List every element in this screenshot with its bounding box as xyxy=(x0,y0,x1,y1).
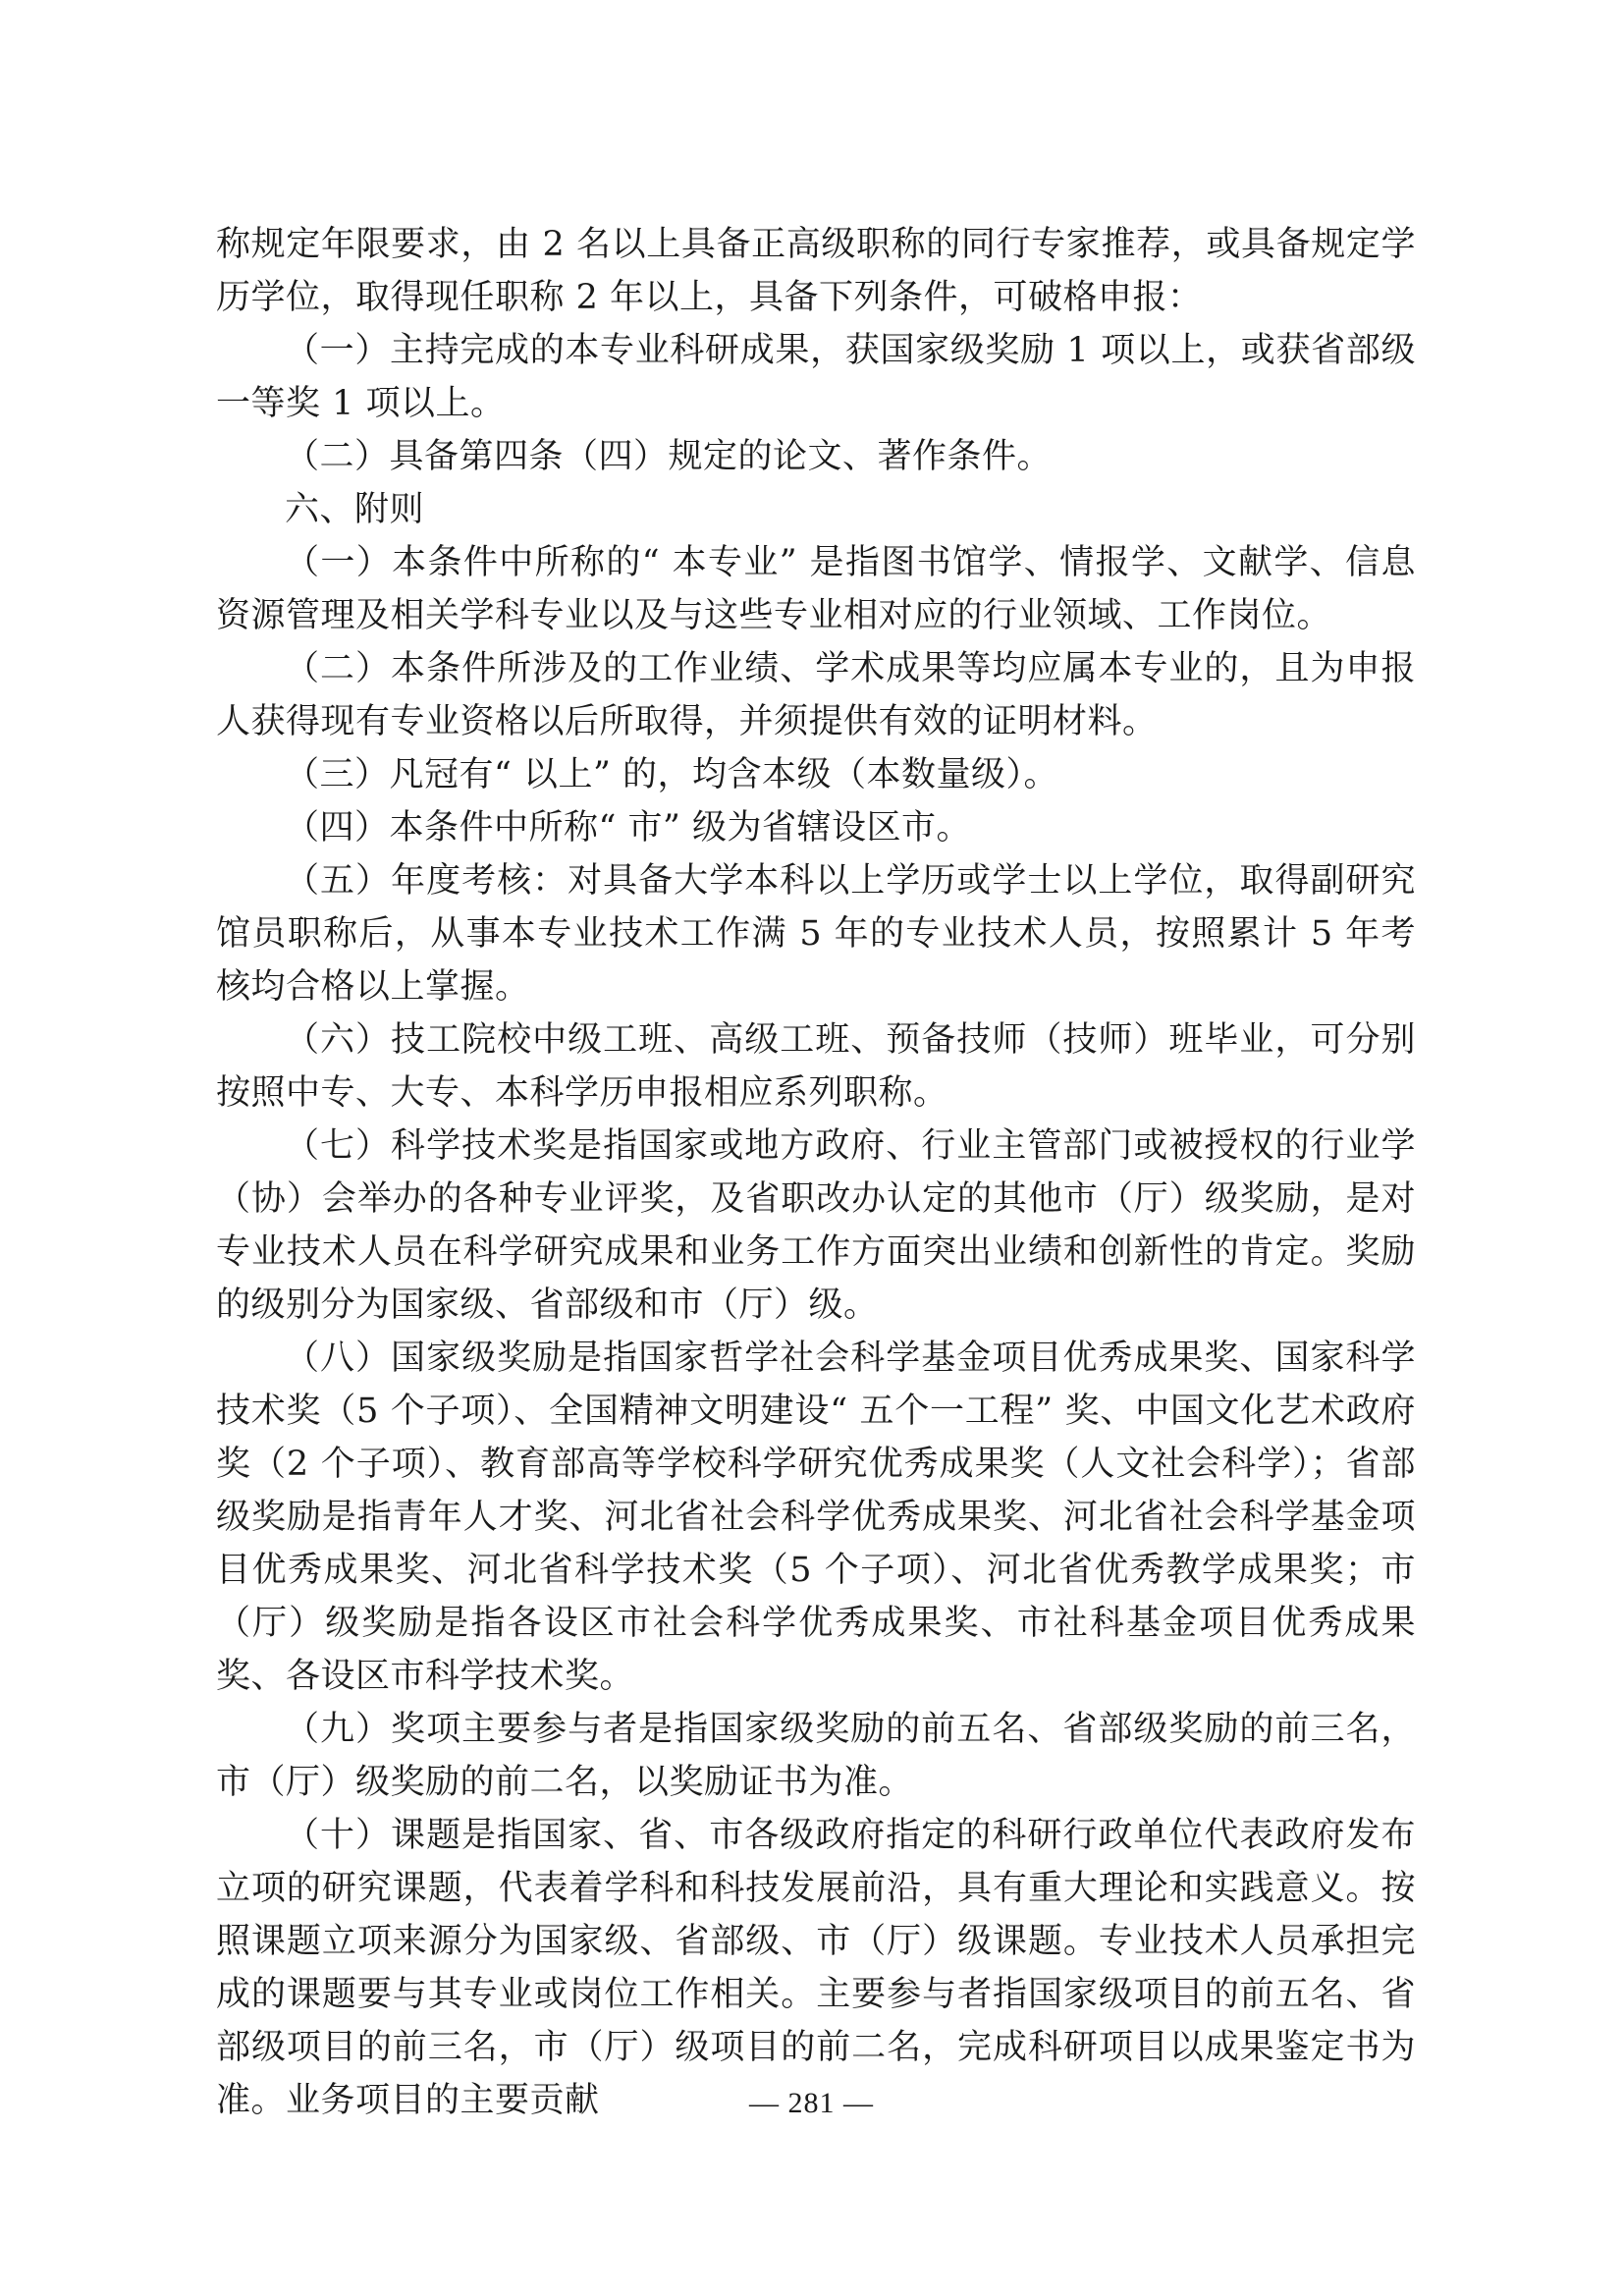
paragraph-appendix-3: （三）凡冠有“ 以上” 的，均含本级（本数量级）。 xyxy=(285,755,1059,794)
paragraph-clause-2: （二）具备第四条（四）规定的论文、著作条件。 xyxy=(285,437,1053,476)
paragraph-appendix-10: （十）课题是指国家、省、市各级政府指定的科研行政单位代表政府发布立项的研究课题，代表着学科和科技发展前沿，具有重大理论和实践意义。按照课题立项来源分为国家级、省部级、市（厅）级课题。专业技术人员承担完成的课题要与其专业或岗位工作相关。主要参与者指国家级项目的前五名、省部级项目的前三名，市（厅）级项目的前二名，完成科研项目以成果鉴定书为准。业务项目的主要贡献 xyxy=(216,1816,1416,2120)
paragraph-appendix-4: （四）本条件中所称“ 市” 级为省辖设区市。 xyxy=(285,808,972,847)
paragraph-appendix-6: （六）技工院校中级工班、高级工班、预备技师（技师）班毕业，可分别按照中专、大专、本科学历申报相应系列职称。 xyxy=(216,1020,1416,1113)
section-heading-appendix: 六、附则 xyxy=(285,490,425,529)
paragraph-clause-1: （一）主持完成的本专业科研成果，获国家级奖励 1 项以上，或获省部级一等奖 1 项以上。 xyxy=(216,331,1416,423)
paragraph-appendix-2: （二）本条件所涉及的工作业绩、学术成果等均应属本专业的，且为申报人获得现有专业资格以后所取得，并须提供有效的证明材料。 xyxy=(216,649,1416,741)
paragraph-appendix-9: （九）奖项主要参与者是指国家级奖励的前五名、省部级奖励的前三名，市（厅）级奖励的前二名，以奖励证书为准。 xyxy=(216,1710,1416,1802)
paragraph-appendix-7: （七）科学技术奖是指国家或地方政府、行业主管部门或被授权的行业学（协）会举办的各种专业评奖，及省职改办认定的其他市（厅）级奖励，是对专业技术人员在科学研究成果和业务工作方面突出业绩和创新性的肯定。奖励的级别分为国家级、省部级和市（厅）级。 xyxy=(216,1126,1416,1325)
paragraph-appendix-1: （一）本条件中所称的“ 本专业” 是指图书馆学、情报学、文献学、信息资源管理及相关学科专业以及与这些专业相对应的行业领域、工作岗位。 xyxy=(216,543,1416,635)
paragraph-appendix-8: （八）国家级奖励是指国家哲学社会科学基金项目优秀成果奖、国家科学技术奖（5 个子项）、全国精神文明建设“ 五个一工程” 奖、中国文化艺术政府奖（2 个子项）、教育部高等学校科学研究优秀成果奖（人文社会科学）；省部级奖励是指青年人才奖、河北省社会科学优秀成果奖、河北省社会科学基金项目优秀成果奖、河北省科学技术奖（5 个子项）、河北省优秀教学成果奖；市（厅）级奖励是指各设区市社会科学优秀成果奖、市社科基金项目优秀成果奖、各设区市科学技术奖。 xyxy=(216,1339,1416,1696)
document-body xyxy=(216,218,1416,2127)
paragraph-continuation: 称规定年限要求，由 2 名以上具备正高级职称的同行专家推荐，或具备规定学历学位，取得现任职称 2 年以上，具备下列条件，可破格申报： xyxy=(216,225,1416,317)
page-number: — 281 — xyxy=(749,2087,874,2119)
paragraph-appendix-5: （五）年度考核：对具备大学本科以上学历或学士以上学位，取得副研究馆员职称后，从事本专业技术工作满 5 年的专业技术人员，按照累计 5 年考核均合格以上掌握。 xyxy=(216,861,1416,1007)
